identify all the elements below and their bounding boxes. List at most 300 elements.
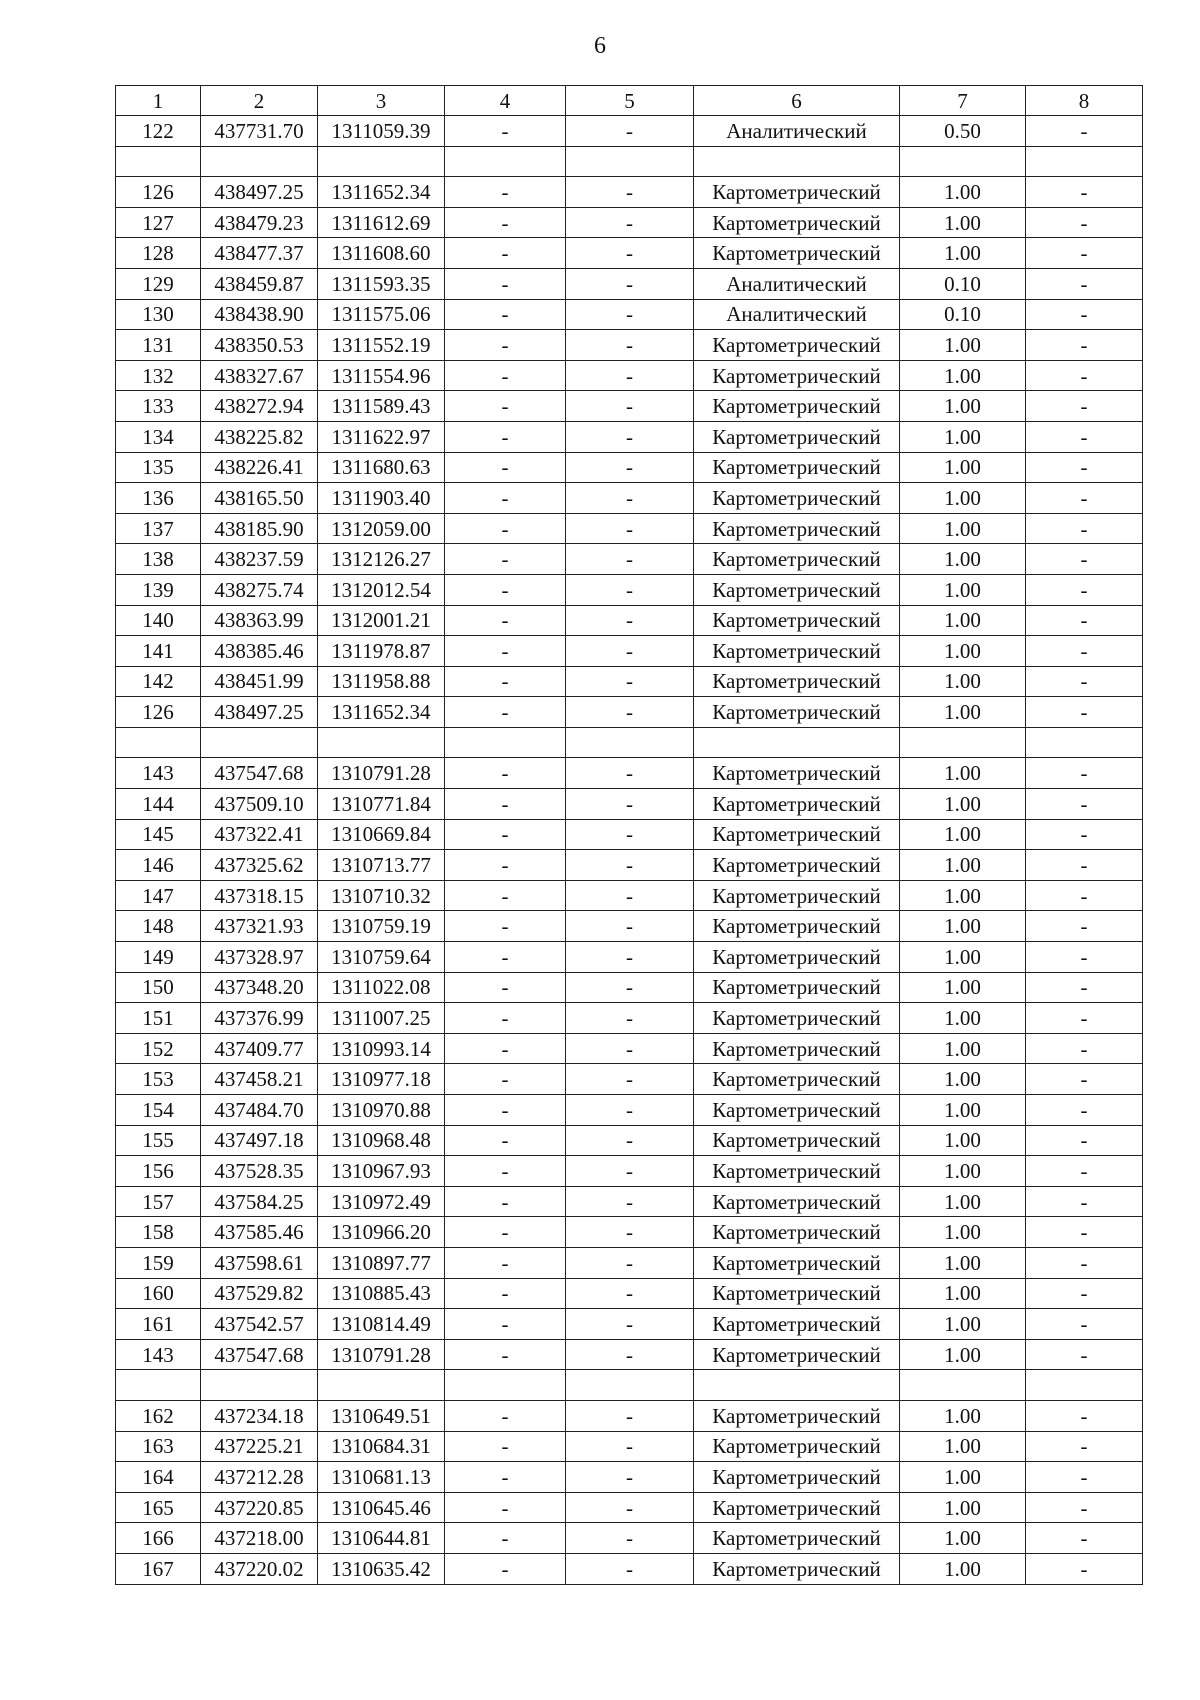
table-cell: 141 xyxy=(116,636,201,667)
table-cell: 1311680.63 xyxy=(318,452,445,483)
table-cell: 146 xyxy=(116,850,201,881)
table-cell: 1310759.64 xyxy=(318,942,445,973)
table-cell: 1311958.88 xyxy=(318,666,445,697)
table-cell: 143 xyxy=(116,758,201,789)
table-cell: 437547.68 xyxy=(201,758,318,789)
table-cell: 438477.37 xyxy=(201,238,318,269)
table-cell: - xyxy=(445,850,566,881)
table-cell: - xyxy=(566,1033,694,1064)
table-cell: - xyxy=(566,513,694,544)
table-cell: 1.00 xyxy=(900,819,1026,850)
table-row xyxy=(116,268,1143,299)
table-cell: - xyxy=(445,942,566,973)
table-cell: 437322.41 xyxy=(201,819,318,850)
table-cell: 1.00 xyxy=(900,911,1026,942)
empty-cell xyxy=(318,727,445,758)
table-cell: - xyxy=(566,1064,694,1095)
table-row xyxy=(116,819,1143,850)
table-row xyxy=(116,1156,1143,1187)
table-cell: Картометрический xyxy=(694,1339,900,1370)
table-cell: - xyxy=(1026,452,1143,483)
empty-cell xyxy=(1026,146,1143,177)
table-cell: 136 xyxy=(116,483,201,514)
table-cell: 1310897.77 xyxy=(318,1247,445,1278)
table-row xyxy=(116,1095,1143,1126)
table-cell: 437218.00 xyxy=(201,1523,318,1554)
table-cell: 126 xyxy=(116,697,201,728)
table-cell: - xyxy=(1026,574,1143,605)
table-row xyxy=(116,1186,1143,1217)
table-cell: - xyxy=(445,1309,566,1340)
table-cell: - xyxy=(445,330,566,361)
table-cell: - xyxy=(1026,605,1143,636)
table-row xyxy=(116,1492,1143,1523)
table-cell: 438497.25 xyxy=(201,177,318,208)
table-cell: Картометрический xyxy=(694,1492,900,1523)
table-cell: - xyxy=(445,1462,566,1493)
table-cell: Картометрический xyxy=(694,789,900,820)
table-cell: - xyxy=(1026,360,1143,391)
table-cell: Картометрический xyxy=(694,1553,900,1584)
table-cell: - xyxy=(1026,1033,1143,1064)
table-cell: 158 xyxy=(116,1217,201,1248)
table-cell: 1312012.54 xyxy=(318,574,445,605)
table-cell: - xyxy=(1026,268,1143,299)
table-cell: - xyxy=(445,483,566,514)
table-cell: 1.00 xyxy=(900,238,1026,269)
table-row xyxy=(116,452,1143,483)
table-cell: 148 xyxy=(116,911,201,942)
table-cell: 0.10 xyxy=(900,268,1026,299)
table-cell: - xyxy=(1026,1125,1143,1156)
empty-cell xyxy=(694,727,900,758)
empty-cell xyxy=(900,727,1026,758)
table-cell: - xyxy=(1026,421,1143,452)
table-cell: Картометрический xyxy=(694,819,900,850)
table-cell: - xyxy=(566,1278,694,1309)
table-cell: 437484.70 xyxy=(201,1095,318,1126)
table-row xyxy=(116,1523,1143,1554)
table-cell: 1.00 xyxy=(900,330,1026,361)
table-cell: Картометрический xyxy=(694,1095,900,1126)
table-cell: Картометрический xyxy=(694,1309,900,1340)
table-cell: 437497.18 xyxy=(201,1125,318,1156)
table-cell: Картометрический xyxy=(694,666,900,697)
table-cell: 1311593.35 xyxy=(318,268,445,299)
table-row xyxy=(116,758,1143,789)
table-row xyxy=(116,850,1143,881)
table-cell: - xyxy=(1026,1553,1143,1584)
empty-cell xyxy=(566,727,694,758)
column-header: 6 xyxy=(694,86,900,116)
table-cell: - xyxy=(1026,666,1143,697)
table-cell: - xyxy=(1026,880,1143,911)
table-cell: 1.00 xyxy=(900,1553,1026,1584)
table-cell: - xyxy=(445,544,566,575)
table-cell: Картометрический xyxy=(694,574,900,605)
table-cell: 1310649.51 xyxy=(318,1400,445,1431)
table-cell: - xyxy=(1026,636,1143,667)
table-cell: 1.00 xyxy=(900,1309,1026,1340)
table-cell: 150 xyxy=(116,972,201,1003)
column-header: 2 xyxy=(201,86,318,116)
table-cell: 162 xyxy=(116,1400,201,1431)
table-cell: - xyxy=(445,1186,566,1217)
table-cell: Картометрический xyxy=(694,1217,900,1248)
table-cell: - xyxy=(566,1247,694,1278)
table-cell: 1310966.20 xyxy=(318,1217,445,1248)
table-cell: - xyxy=(445,1247,566,1278)
table-cell: - xyxy=(445,1553,566,1584)
table-cell: 145 xyxy=(116,819,201,850)
table-cell: Картометрический xyxy=(694,697,900,728)
table-cell: - xyxy=(566,697,694,728)
table-cell: 129 xyxy=(116,268,201,299)
table-cell: 437598.61 xyxy=(201,1247,318,1278)
table-cell: - xyxy=(445,268,566,299)
table-cell: - xyxy=(445,819,566,850)
table-cell: - xyxy=(1026,1064,1143,1095)
table-cell: 1.00 xyxy=(900,636,1026,667)
table-cell: 1.00 xyxy=(900,177,1026,208)
table-cell: 1311652.34 xyxy=(318,697,445,728)
column-header: 5 xyxy=(566,86,694,116)
table-cell: 149 xyxy=(116,942,201,973)
empty-cell xyxy=(116,727,201,758)
table-cell: 131 xyxy=(116,330,201,361)
table-cell: Аналитический xyxy=(694,268,900,299)
table-cell: 144 xyxy=(116,789,201,820)
table-cell: Картометрический xyxy=(694,1156,900,1187)
table-cell: - xyxy=(1026,177,1143,208)
table-cell: 437325.62 xyxy=(201,850,318,881)
table-cell: 438438.90 xyxy=(201,299,318,330)
table-cell: - xyxy=(1026,789,1143,820)
table-cell: 1.00 xyxy=(900,666,1026,697)
table-row xyxy=(116,1003,1143,1034)
table-cell: Картометрический xyxy=(694,636,900,667)
table-cell: - xyxy=(566,421,694,452)
table-cell: - xyxy=(1026,1095,1143,1126)
table-cell: 140 xyxy=(116,605,201,636)
table-row xyxy=(116,1309,1143,1340)
table-cell: Картометрический xyxy=(694,1186,900,1217)
table-cell: - xyxy=(445,636,566,667)
table-cell: 163 xyxy=(116,1431,201,1462)
separator-row xyxy=(116,1370,1143,1401)
table-cell: - xyxy=(566,238,694,269)
table-cell: 437220.02 xyxy=(201,1553,318,1584)
table-cell: Картометрический xyxy=(694,452,900,483)
table-cell: 438165.50 xyxy=(201,483,318,514)
table-row xyxy=(116,942,1143,973)
table-row xyxy=(116,1400,1143,1431)
table-cell: Картометрический xyxy=(694,911,900,942)
table-cell: 1312001.21 xyxy=(318,605,445,636)
table-cell: 0.10 xyxy=(900,299,1026,330)
table-cell: 1.00 xyxy=(900,1186,1026,1217)
table-cell: - xyxy=(566,1431,694,1462)
table-cell: - xyxy=(566,911,694,942)
table-cell: 1.00 xyxy=(900,605,1026,636)
table-cell: Картометрический xyxy=(694,360,900,391)
table-cell: - xyxy=(445,1492,566,1523)
table-cell: - xyxy=(445,1431,566,1462)
table-cell: - xyxy=(445,391,566,422)
table-cell: 1310993.14 xyxy=(318,1033,445,1064)
table-cell: 128 xyxy=(116,238,201,269)
table-cell: Аналитический xyxy=(694,299,900,330)
table-row xyxy=(116,1278,1143,1309)
separator-row xyxy=(116,146,1143,177)
table-cell: 1.00 xyxy=(900,391,1026,422)
table-row xyxy=(116,574,1143,605)
table-cell: 1310791.28 xyxy=(318,1339,445,1370)
table-cell: 437584.25 xyxy=(201,1186,318,1217)
table-cell: - xyxy=(566,789,694,820)
table-row xyxy=(116,1339,1143,1370)
table-cell: Картометрический xyxy=(694,1064,900,1095)
table-cell: - xyxy=(566,1553,694,1584)
table-cell: 154 xyxy=(116,1095,201,1126)
table-cell: Картометрический xyxy=(694,513,900,544)
table-row xyxy=(116,636,1143,667)
table-cell: - xyxy=(445,1095,566,1126)
table-cell: 1.00 xyxy=(900,972,1026,1003)
table-row xyxy=(116,421,1143,452)
table-cell: - xyxy=(1026,1186,1143,1217)
table-cell: 1.00 xyxy=(900,1033,1026,1064)
table-cell: 1.00 xyxy=(900,1492,1026,1523)
table-cell: 438479.23 xyxy=(201,207,318,238)
table-cell: Картометрический xyxy=(694,758,900,789)
table-cell: 155 xyxy=(116,1125,201,1156)
table-row xyxy=(116,1462,1143,1493)
table-cell: - xyxy=(445,513,566,544)
table-row xyxy=(116,1553,1143,1584)
table-cell: 1.00 xyxy=(900,1095,1026,1126)
table-cell: 1311552.19 xyxy=(318,330,445,361)
table-cell: 1.00 xyxy=(900,1003,1026,1034)
table-cell: - xyxy=(566,1339,694,1370)
table-cell: Картометрический xyxy=(694,850,900,881)
table-row xyxy=(116,1033,1143,1064)
table-cell: 1311622.97 xyxy=(318,421,445,452)
table-cell: 167 xyxy=(116,1553,201,1584)
empty-cell xyxy=(694,1370,900,1401)
table-cell: 437528.35 xyxy=(201,1156,318,1187)
table-cell: 1.00 xyxy=(900,697,1026,728)
table-cell: 161 xyxy=(116,1309,201,1340)
table-cell: 438385.46 xyxy=(201,636,318,667)
table-cell: - xyxy=(445,1217,566,1248)
empty-cell xyxy=(318,146,445,177)
table-cell: - xyxy=(566,544,694,575)
table-cell: 127 xyxy=(116,207,201,238)
table-cell: - xyxy=(566,268,694,299)
table-cell: - xyxy=(445,207,566,238)
table-cell: - xyxy=(1026,697,1143,728)
table-cell: - xyxy=(566,880,694,911)
table-row xyxy=(116,299,1143,330)
table-cell: 160 xyxy=(116,1278,201,1309)
table-cell: Картометрический xyxy=(694,1125,900,1156)
table-cell: Картометрический xyxy=(694,177,900,208)
table-cell: - xyxy=(1026,1462,1143,1493)
table-cell: - xyxy=(1026,758,1143,789)
table-cell: - xyxy=(566,207,694,238)
table-cell: 1312126.27 xyxy=(318,544,445,575)
table-row xyxy=(116,330,1143,361)
table-cell: - xyxy=(1026,1400,1143,1431)
table-cell: - xyxy=(445,1033,566,1064)
table-row xyxy=(116,1247,1143,1278)
table-cell: 437458.21 xyxy=(201,1064,318,1095)
table-cell: 438350.53 xyxy=(201,330,318,361)
table-cell: 1310645.46 xyxy=(318,1492,445,1523)
table-cell: - xyxy=(445,880,566,911)
table-cell: 437547.68 xyxy=(201,1339,318,1370)
table-cell: - xyxy=(566,972,694,1003)
table-cell: Картометрический xyxy=(694,1247,900,1278)
table-cell: 438497.25 xyxy=(201,697,318,728)
table-cell: Аналитический xyxy=(694,116,900,147)
table-cell: Картометрический xyxy=(694,1033,900,1064)
table-cell: 122 xyxy=(116,116,201,147)
table-cell: 1311903.40 xyxy=(318,483,445,514)
table-cell: 1.00 xyxy=(900,758,1026,789)
table-cell: - xyxy=(566,819,694,850)
table-cell: 1.00 xyxy=(900,1247,1026,1278)
column-header: 8 xyxy=(1026,86,1143,116)
table-cell: 1310681.13 xyxy=(318,1462,445,1493)
table-row xyxy=(116,697,1143,728)
table-cell: - xyxy=(445,238,566,269)
table-cell: 1310977.18 xyxy=(318,1064,445,1095)
table-cell: - xyxy=(566,605,694,636)
table-cell: 0.50 xyxy=(900,116,1026,147)
table-cell: - xyxy=(566,1125,694,1156)
table-cell: 437212.28 xyxy=(201,1462,318,1493)
column-header: 4 xyxy=(445,86,566,116)
table-row xyxy=(116,513,1143,544)
table-cell: Картометрический xyxy=(694,391,900,422)
table-cell: - xyxy=(1026,850,1143,881)
table-cell: 437542.57 xyxy=(201,1309,318,1340)
empty-cell xyxy=(318,1370,445,1401)
table-cell: 1.00 xyxy=(900,574,1026,605)
table-cell: - xyxy=(566,636,694,667)
empty-cell xyxy=(566,1370,694,1401)
table-cell: 1310771.84 xyxy=(318,789,445,820)
table-cell: - xyxy=(566,1003,694,1034)
table-cell: - xyxy=(566,666,694,697)
table-cell: 1310669.84 xyxy=(318,819,445,850)
table-cell: - xyxy=(1026,1156,1143,1187)
table-cell: - xyxy=(1026,513,1143,544)
table-row xyxy=(116,177,1143,208)
table-cell: 1310814.49 xyxy=(318,1309,445,1340)
table-cell: - xyxy=(445,1064,566,1095)
table-cell: - xyxy=(566,360,694,391)
table-cell: 438363.99 xyxy=(201,605,318,636)
table-cell: Картометрический xyxy=(694,1003,900,1034)
table-cell: - xyxy=(1026,1217,1143,1248)
table-cell: - xyxy=(566,1309,694,1340)
table-cell: 438226.41 xyxy=(201,452,318,483)
table-row xyxy=(116,972,1143,1003)
table-cell: 157 xyxy=(116,1186,201,1217)
table-cell: 437321.93 xyxy=(201,911,318,942)
table-row xyxy=(116,605,1143,636)
table-cell: 1310967.93 xyxy=(318,1156,445,1187)
empty-cell xyxy=(201,1370,318,1401)
table-cell: 159 xyxy=(116,1247,201,1278)
table-cell: Картометрический xyxy=(694,330,900,361)
table-cell: 1.00 xyxy=(900,880,1026,911)
table-cell: Картометрический xyxy=(694,972,900,1003)
empty-cell xyxy=(445,1370,566,1401)
table-cell: - xyxy=(1026,1247,1143,1278)
table-cell: Картометрический xyxy=(694,238,900,269)
table-cell: - xyxy=(566,1217,694,1248)
table-cell: 1310684.31 xyxy=(318,1431,445,1462)
table-cell: - xyxy=(1026,299,1143,330)
table-cell: 143 xyxy=(116,1339,201,1370)
table-cell: 1.00 xyxy=(900,1400,1026,1431)
table-cell: 156 xyxy=(116,1156,201,1187)
table-cell: 1.00 xyxy=(900,544,1026,575)
table-cell: - xyxy=(566,330,694,361)
table-cell: - xyxy=(445,972,566,1003)
empty-cell xyxy=(1026,727,1143,758)
table-cell: - xyxy=(566,1462,694,1493)
table-cell: - xyxy=(566,1492,694,1523)
table-cell: 1310791.28 xyxy=(318,758,445,789)
empty-cell xyxy=(445,146,566,177)
table-cell: - xyxy=(445,1125,566,1156)
table-cell: - xyxy=(566,1400,694,1431)
table-cell: 1.00 xyxy=(900,850,1026,881)
table-cell: 142 xyxy=(116,666,201,697)
table-cell: 438459.87 xyxy=(201,268,318,299)
table-cell: 437225.21 xyxy=(201,1431,318,1462)
table-cell: Картометрический xyxy=(694,1278,900,1309)
table-cell: 437234.18 xyxy=(201,1400,318,1431)
table-cell: 133 xyxy=(116,391,201,422)
table-cell: 126 xyxy=(116,177,201,208)
table-row xyxy=(116,391,1143,422)
table-cell: 437376.99 xyxy=(201,1003,318,1034)
empty-cell xyxy=(116,1370,201,1401)
table-cell: 438451.99 xyxy=(201,666,318,697)
table-cell: - xyxy=(445,666,566,697)
table-cell: 138 xyxy=(116,544,201,575)
table-cell: 438185.90 xyxy=(201,513,318,544)
table-row xyxy=(116,1125,1143,1156)
table-cell: 152 xyxy=(116,1033,201,1064)
table-cell: 438237.59 xyxy=(201,544,318,575)
table-row xyxy=(116,911,1143,942)
table-cell: 437328.97 xyxy=(201,942,318,973)
table-cell: - xyxy=(566,942,694,973)
table-cell: 437731.70 xyxy=(201,116,318,147)
table-row xyxy=(116,360,1143,391)
table-cell: 137 xyxy=(116,513,201,544)
empty-cell xyxy=(116,146,201,177)
table-cell: - xyxy=(566,177,694,208)
empty-cell xyxy=(694,146,900,177)
